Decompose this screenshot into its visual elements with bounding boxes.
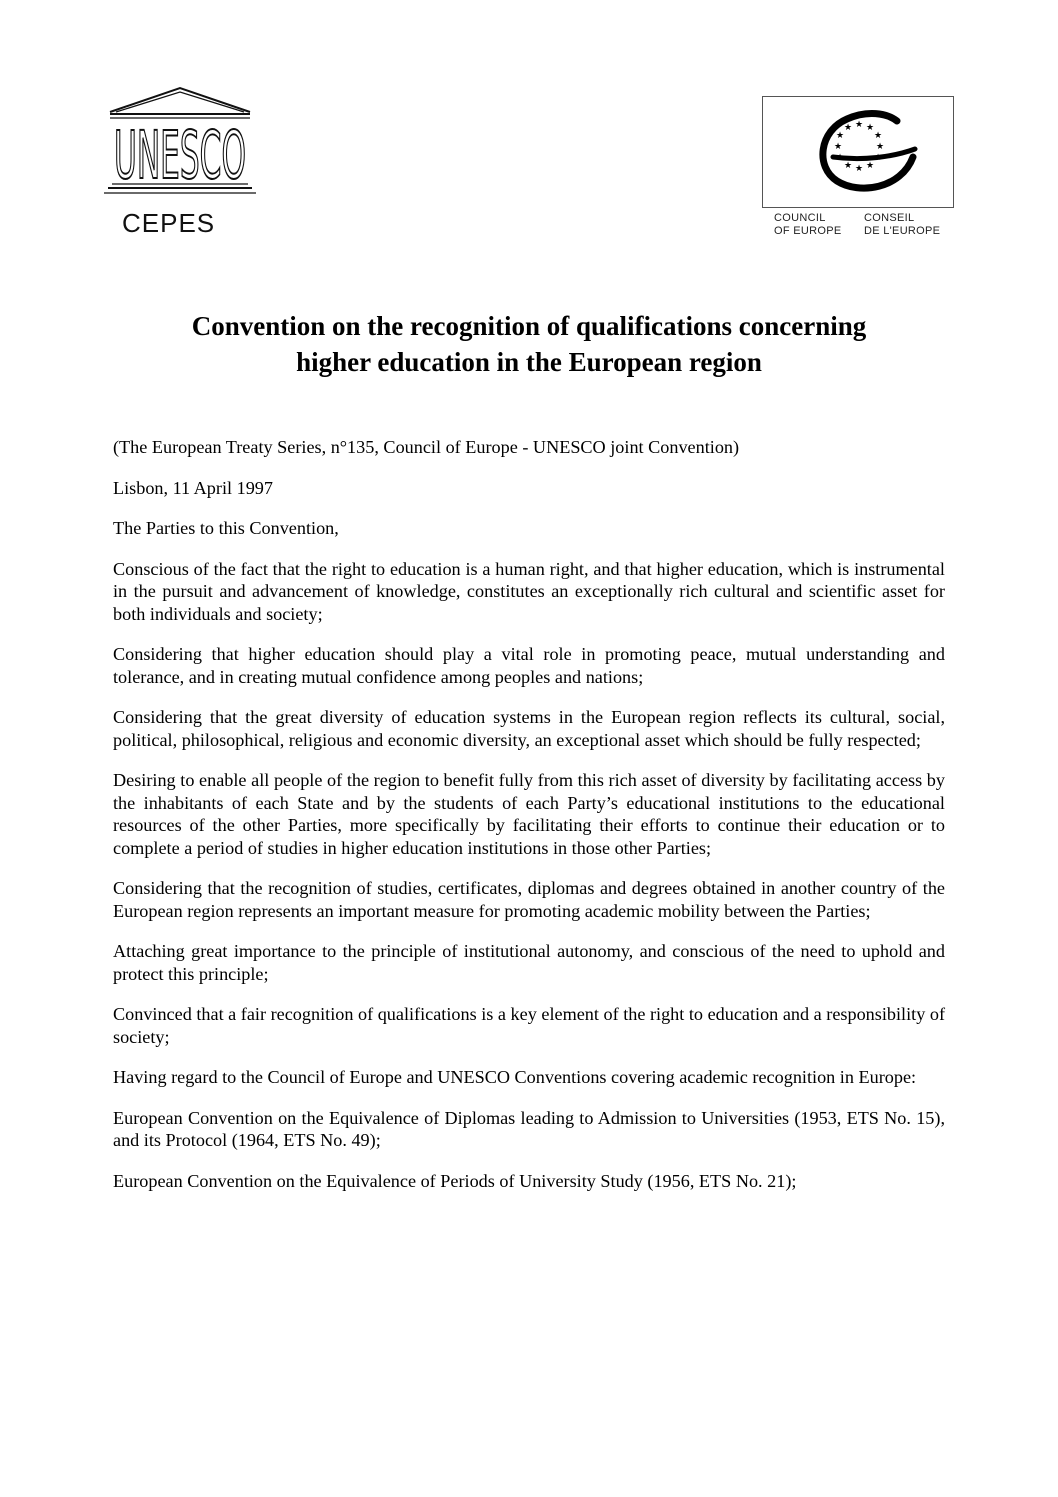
preamble-paragraph: Conscious of the fact that the right to education is a human right, and that higher education, which is instrumental in the pursuit and advancement of knowledge, constitutes an exceptionally rich cultural and scientific asset for both individuals and society; (113, 558, 945, 624)
unesco-temple-logo-icon (104, 86, 256, 206)
unesco-cepes-logo (104, 86, 256, 246)
svg-text:★: ★ (873, 153, 883, 163)
document-title (100, 308, 958, 380)
preamble-paragraph: Convinced that a fair recognition of qualifications is a key element of the right to education and a responsibility of society; (113, 1004, 945, 1047)
preamble-paragraph: Considering that the recognition of studies, certificates, diplomas and degrees obtained in another country of the European region represents an important measure for promoting academic mobility between the Parties; (113, 878, 945, 921)
preamble-paragraph: European Convention on the Equivalence of Periods of University Study (1956, ETS No. 21); (113, 1170, 797, 1191)
council-of-europe-logo-icon (763, 97, 953, 207)
preamble-paragraph: European Convention on the Equivalence of Diplomas leading to Admission to Universities (1953, ETS No. 15), and its Protocol (1964, ETS No. 49); (113, 1107, 945, 1150)
coe-caption-en-line1: COUNCIL (774, 212, 826, 224)
coe-caption-fr-line1: CONSEIL (864, 212, 915, 224)
unesco-wordmark: UNESCO (114, 117, 246, 194)
cepes-label: CEPES (122, 208, 216, 238)
svg-text:★: ★ (833, 142, 843, 152)
svg-text:★: ★ (843, 161, 853, 171)
preamble-paragraph: Desiring to enable all people of the region to benefit fully from this rich asset of diversity by facilitating access by the inhabitants of each State and by the students of each Party’s educational institutions to the educational resources of the other Parties, more specifically by facilitating their efforts to continue their education or to complete a period of studies in higher education institutions in those other Parties; (113, 770, 945, 858)
svg-text:★: ★ (835, 131, 845, 141)
svg-text:★: ★ (865, 123, 875, 133)
svg-text:★: ★ (843, 123, 853, 133)
coe-caption-fr-line2: DE L'EUROPE (864, 225, 941, 237)
coe-caption-french (864, 212, 940, 238)
svg-text:★: ★ (875, 142, 885, 152)
council-of-europe-logo (762, 96, 954, 244)
preamble-paragraph: Having regard to the Council of Europe and UNESCO Conventions covering academic recognition in Europe: (113, 1067, 917, 1087)
svg-text:★: ★ (865, 161, 875, 171)
svg-text:★: ★ (873, 131, 883, 141)
svg-text:★: ★ (854, 164, 864, 174)
preamble-paragraph: Attaching great importance to the principle of institutional autonomy, and conscious of the need to uphold and protect this principle; (113, 941, 945, 984)
coe-logo-frame (762, 96, 954, 208)
document-title-line2: higher education in the European region (296, 347, 762, 377)
place-and-date: Lisbon, 11 April 1997 (113, 477, 273, 498)
treaty-series-note: (The European Treaty Series, n°135, Council of Europe - UNESCO joint Convention) (113, 437, 740, 457)
document-body (113, 436, 945, 1210)
svg-text:★: ★ (835, 153, 845, 163)
coe-caption-english (774, 212, 842, 238)
preamble-opening: The Parties to this Convention, (113, 518, 339, 538)
preamble-paragraph: Considering that the great diversity of education systems in the European region reflects its cultural, social, political, philosophical, religious and economic diversity, an exceptional asset which should be fully respected; (113, 707, 945, 750)
coe-caption-en-line2: OF EUROPE (774, 225, 842, 237)
svg-text:★: ★ (854, 120, 864, 130)
preamble-paragraph: Considering that higher education should play a vital role in promoting peace, mutual understanding and tolerance, and in creating mutual confidence among peoples and nations; (113, 644, 945, 687)
document-title-line1: Convention on the recognition of qualifications concerning (191, 311, 867, 341)
